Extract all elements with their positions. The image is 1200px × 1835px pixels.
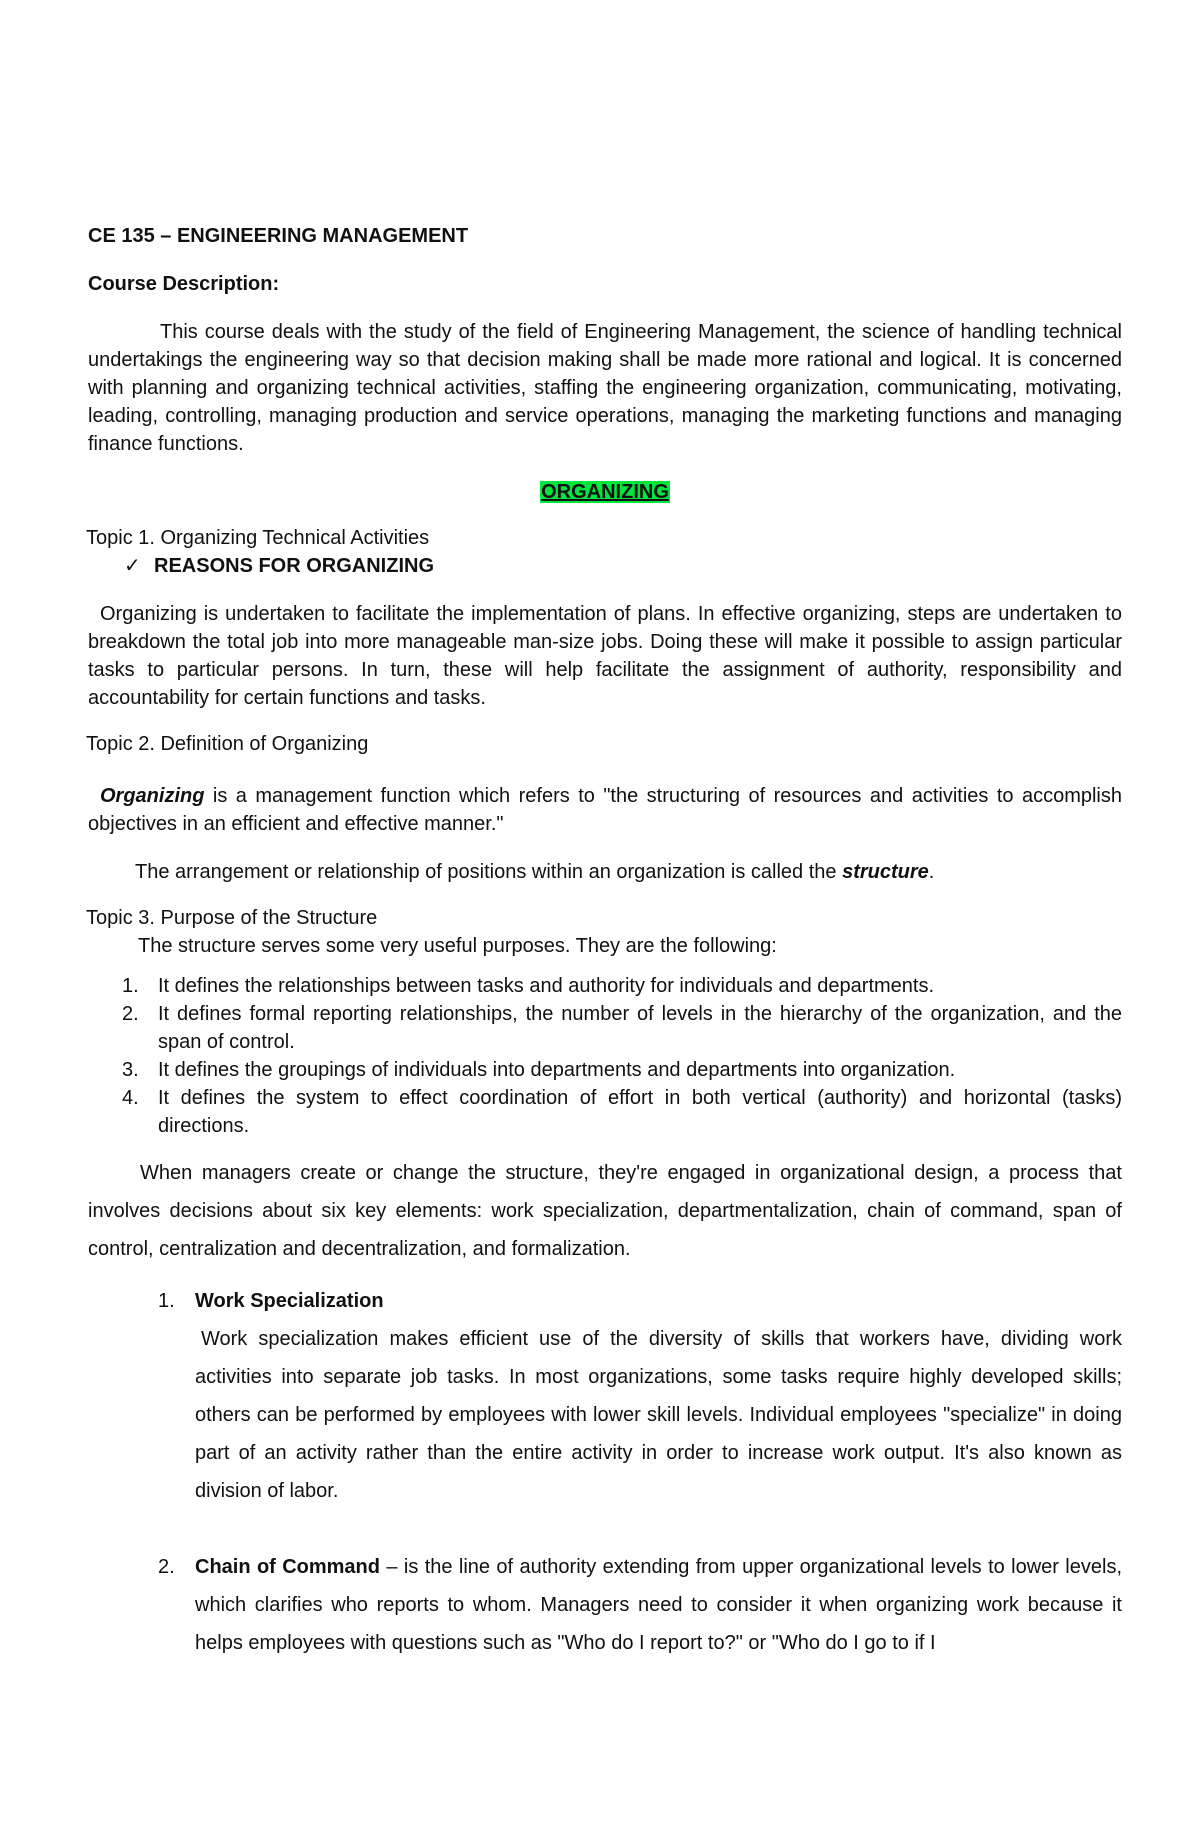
check-icon: ✓ — [124, 555, 141, 577]
purpose-text: It defines formal reporting relationships, the number of levels in the hierarchy of the organization, and the span of control. — [158, 1003, 1122, 1053]
purpose-text: It defines the groupings of individuals into departments and departments into organization. — [158, 1059, 956, 1081]
organizing-term: Organizing — [100, 785, 205, 807]
reasons-label: REASONS FOR ORGANIZING — [154, 555, 435, 577]
topic1-body: Organizing is undertaken to facilitate the implementation of plans. In effective organizing, steps are undertaken to breakdown the total job into more manageable man-size jobs. Doing these will make it possible to assign particular tasks to particular persons. In turn, these will help facilitate the assignment of authority, responsibility and accountability for certain functions and tasks. — [88, 603, 1122, 709]
element-paragraph — [195, 1548, 1122, 1662]
element-body: Work specialization makes efficient use of the diversity of skills that workers have, dividing work activities into separate job tasks. In most organizations, some tasks require highly developed skills; others can be performed by employees with lower skill levels. Individual employees "specialize" in doing part of an activity rather than the entire activity in order to increase work output. It's also known as division of labor. — [195, 1328, 1122, 1502]
purpose-item — [88, 1000, 1122, 1056]
section-title-highlight: ORGANIZING — [541, 481, 669, 503]
purpose-text: It defines the system to effect coordination of effort in both vertical (authority) and horizontal (tasks) directions. — [158, 1087, 1122, 1137]
topic3-intro: The structure serves some very useful purposes. They are the following: — [138, 935, 777, 957]
design-paragraph: When managers create or change the structure, they're engaged in organizational design, a process that involves decisions about six key elements: work specialization, departmentalization, chain of command, span of control, centralization and decentralization, and formalization. — [88, 1162, 1122, 1260]
purpose-number: 1. — [122, 975, 139, 997]
topic1-title: Topic 1. Organizing Technical Activities — [86, 527, 430, 549]
purpose-item — [88, 1084, 1122, 1140]
element-body: – is the line of authority extending from upper organizational levels to lower levels, which clarifies who reports to whom. Managers need to consider it when organizing work because it helps employees with questions such as "Who do I report to?" or "Who do I go to if I — [195, 1556, 1122, 1654]
document-content — [88, 218, 1122, 1662]
element-number: 2. — [158, 1556, 175, 1578]
structure-end: . — [928, 861, 935, 883]
course-description: This course deals with the study of the field of Engineering Management, the science of handling technical undertakings the engineering way so that decision making shall be made more rational and logical. It is concerned with planning and organizing technical activities, staffing the engineering organization, communicating, motivating, leading, controlling, managing production and service operations, managing the marketing functions and managing finance functions. — [88, 321, 1122, 455]
topic2-title: Topic 2. Definition of Organizing — [86, 733, 369, 755]
purpose-number: 3. — [122, 1059, 139, 1081]
purpose-item — [88, 1056, 1122, 1084]
topic3-title: Topic 3. Purpose of the Structure — [86, 907, 378, 929]
element-item — [88, 1548, 1122, 1662]
section-heading — [88, 478, 1122, 506]
purpose-number: 2. — [122, 1003, 139, 1025]
purposes-list — [88, 972, 1122, 1140]
structure-term: structure — [842, 861, 929, 883]
elements-list — [88, 1282, 1122, 1662]
structure-text: The arrangement or relationship of positions within an organization is called the — [135, 861, 843, 883]
organizing-definition-text: is a management function which refers to "the structuring of resources and activities to accomplish objectives in an efficient and effective manner." — [88, 785, 1122, 835]
element-number: 1. — [158, 1290, 175, 1312]
organizing-definition — [88, 782, 1122, 838]
purpose-text: It defines the relationships between tasks and authority for individuals and departments. — [158, 975, 935, 997]
course-description-label: Course Description: — [88, 273, 280, 295]
purpose-item — [88, 972, 1122, 1000]
element-title: Work Specialization — [195, 1290, 384, 1312]
course-title: CE 135 – ENGINEERING MANAGEMENT — [88, 225, 469, 247]
element-title: Chain of Command — [195, 1556, 380, 1578]
structure-sentence — [88, 858, 1122, 886]
element-item — [88, 1282, 1122, 1510]
reasons-heading — [124, 552, 1122, 580]
purpose-number: 4. — [122, 1087, 139, 1109]
